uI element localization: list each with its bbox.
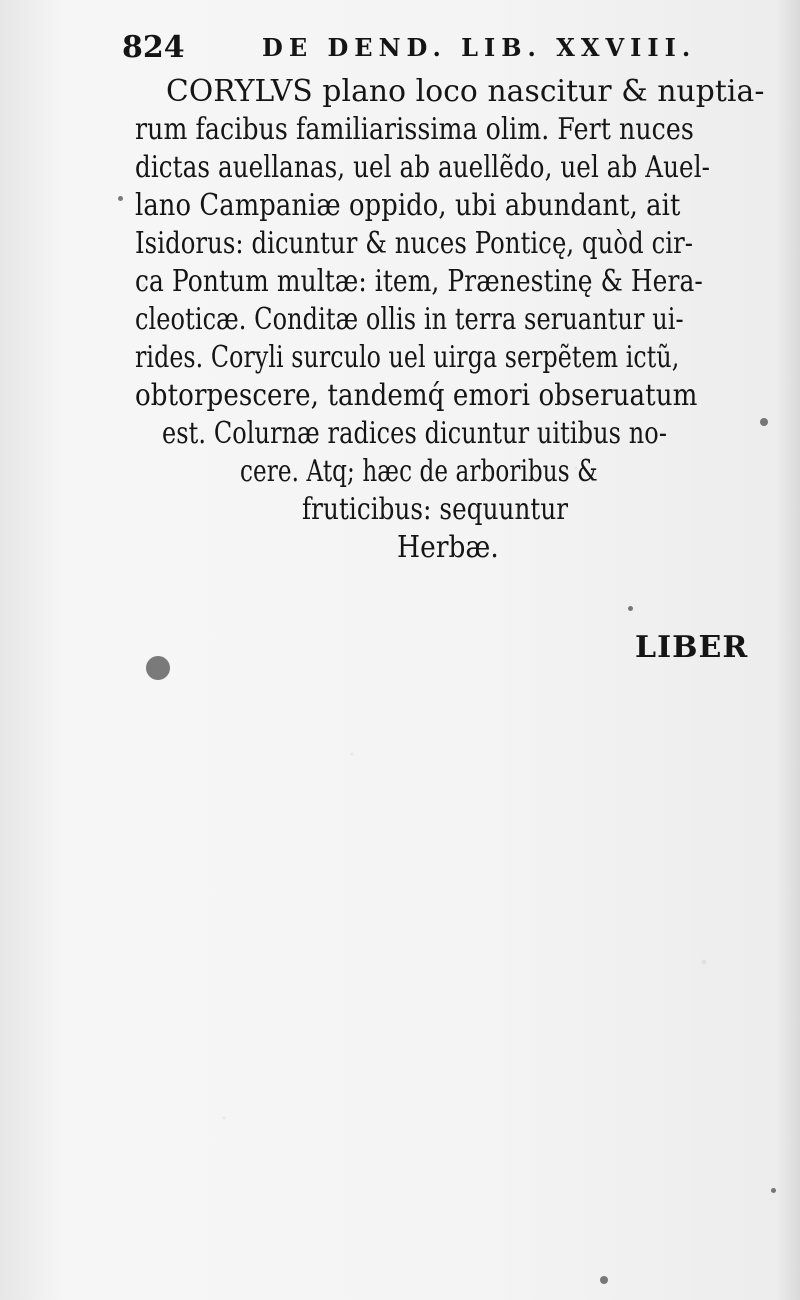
text-line-7: cleoticæ. Conditæ ollis in terra seruantur ui- [135, 302, 684, 337]
text-line-11: cere. Atq; hæc de arboribus & [240, 454, 598, 489]
text-line-6: ca Pontum multæ: item, Prænestinę & Hera- [135, 264, 703, 299]
ink-speck [771, 1188, 776, 1193]
page-edge-shadow [776, 0, 800, 1300]
text-line-3: dictas auellanas, uel ab auellẽdo, uel ab Auel- [135, 150, 711, 185]
text-line-2: rum facibus familiarissima olim. Fert nuces [135, 112, 694, 147]
ink-speck [600, 1276, 608, 1284]
text-line-4: lano Campaniæ oppido, ubi abundant, ait [135, 188, 681, 223]
page-number: 824 [122, 30, 185, 65]
ink-speck [118, 196, 123, 201]
page-header [122, 28, 722, 68]
text-line-12: fruticibus: sequuntur [302, 492, 569, 527]
text-line-1: CORYLVS plano loco nascitur & nuptia- [166, 74, 765, 109]
text-line-10: est. Colurnæ radices dicuntur uitibus no- [162, 416, 668, 451]
ink-speck [760, 418, 768, 426]
catchword: LIBER [635, 630, 749, 665]
text-line-13: Herbæ. [397, 530, 499, 565]
text-line-9: obtorpescere, tandemq́ emori obseruatum [135, 378, 698, 413]
text-line-5: Isidorus: dicuntur & nuces Ponticę, quòd cir- [135, 226, 694, 261]
text-line-8: rides. Coryli surculo uel uirga serpẽtem ictũ, [135, 340, 680, 375]
ink-speck [628, 606, 633, 611]
running-title: DE DEND. LIB. XXVIII. [262, 33, 697, 62]
ink-speck [146, 656, 170, 680]
